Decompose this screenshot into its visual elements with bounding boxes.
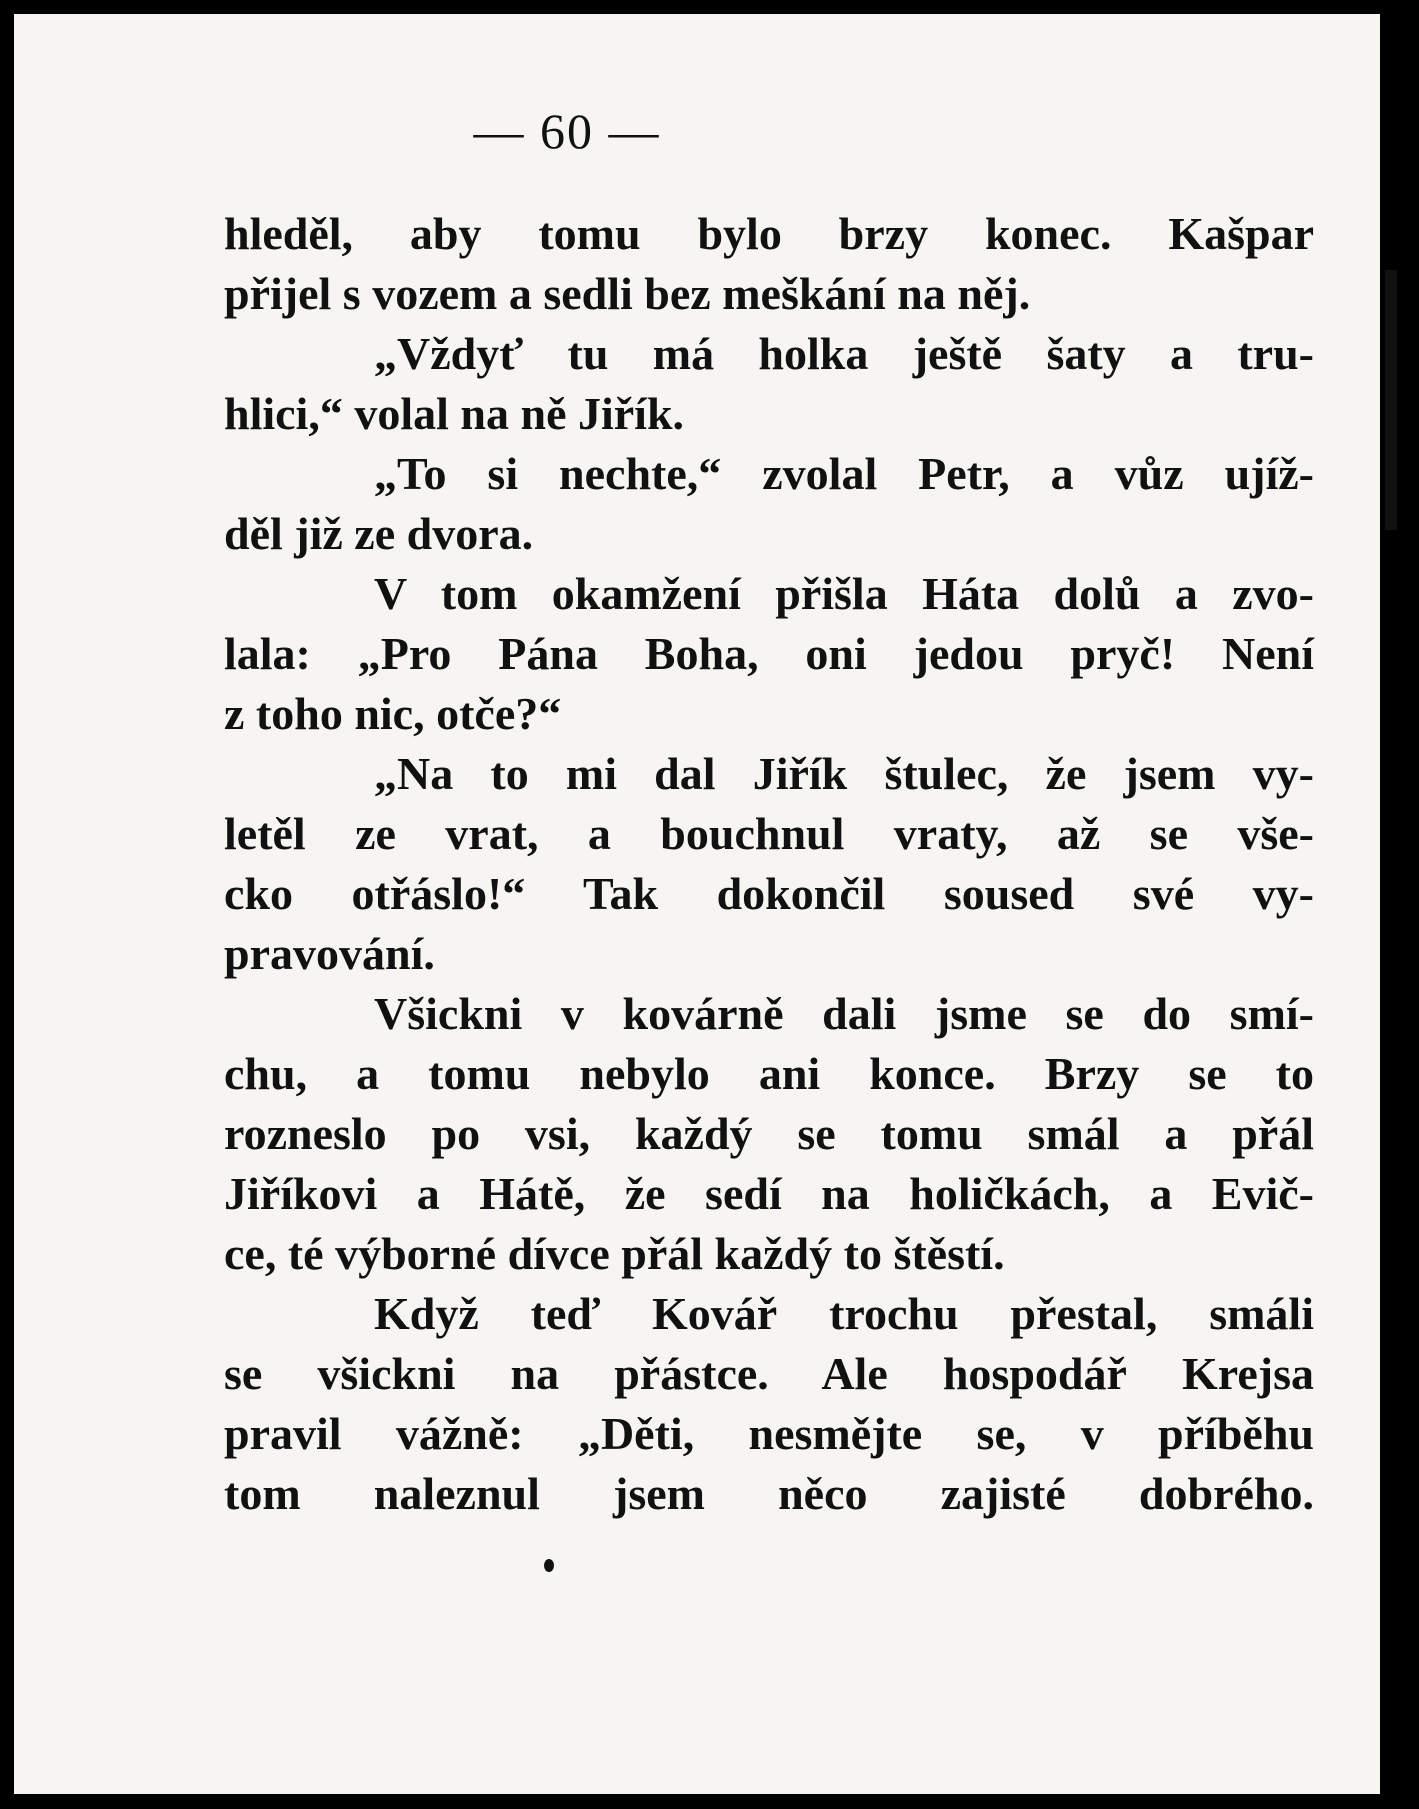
text-line: z toho nic, otče?“ [224,688,562,739]
text-line: hleděl, aby tomu bylo brzy konec. Kašpar [224,208,1314,259]
page-edge-shadow [1385,270,1397,530]
ink-speck [544,1559,554,1572]
book-page [14,14,1380,1794]
text-line: přijel s vozem a sedli bez meškání na něj. [224,268,1031,319]
text-line: V tom okamžení přišla Háta dolů a zvo- [374,568,1314,619]
text-line: letěl ze vrat, a bouchnul vraty, až se vše- [224,808,1314,859]
page-number: — 60 — [473,103,661,159]
text-line: tom naleznul jsem něco zajisté dobrého. [224,1468,1314,1519]
text-line: „Vždyť tu má holka ještě šaty a tru- [374,328,1314,379]
body-text [224,204,1314,1524]
text-line: ce, té výborné dívce přál každý to štěstí. [224,1228,1005,1279]
text-line: Když teď Kovář trochu přestal, smáli [374,1288,1314,1339]
text-line: „To si nechte,“ zvolal Petr, a vůz ujíž- [374,448,1314,499]
text-line: Jiříkovi a Hátě, že sedí na holičkách, a Evič- [224,1168,1314,1219]
text-line: se všickni na přástce. Ale hospodář Krejsa [224,1348,1314,1399]
text-line: hlici,“ volal na ně Jiřík. [224,388,685,439]
text-line: rozneslo po vsi, každý se tomu smál a přál [224,1108,1314,1159]
text-line: cko otřáslo!“ Tak dokončil soused své vy- [224,868,1314,919]
text-line: pravování. [224,928,435,979]
text-line: pravil vážně: „Děti, nesmějte se, v příběhu [224,1408,1314,1459]
text-line: „Na to mi dal Jiřík štulec, že jsem vy- [374,748,1314,799]
text-line: Všickni v kovárně dali jsme se do smí- [374,988,1314,1039]
text-line: děl již ze dvora. [224,508,534,559]
text-line: lala: „Pro Pána Boha, oni jedou pryč! Není [224,628,1314,679]
text-line: chu, a tomu nebylo ani konce. Brzy se to [224,1048,1314,1099]
